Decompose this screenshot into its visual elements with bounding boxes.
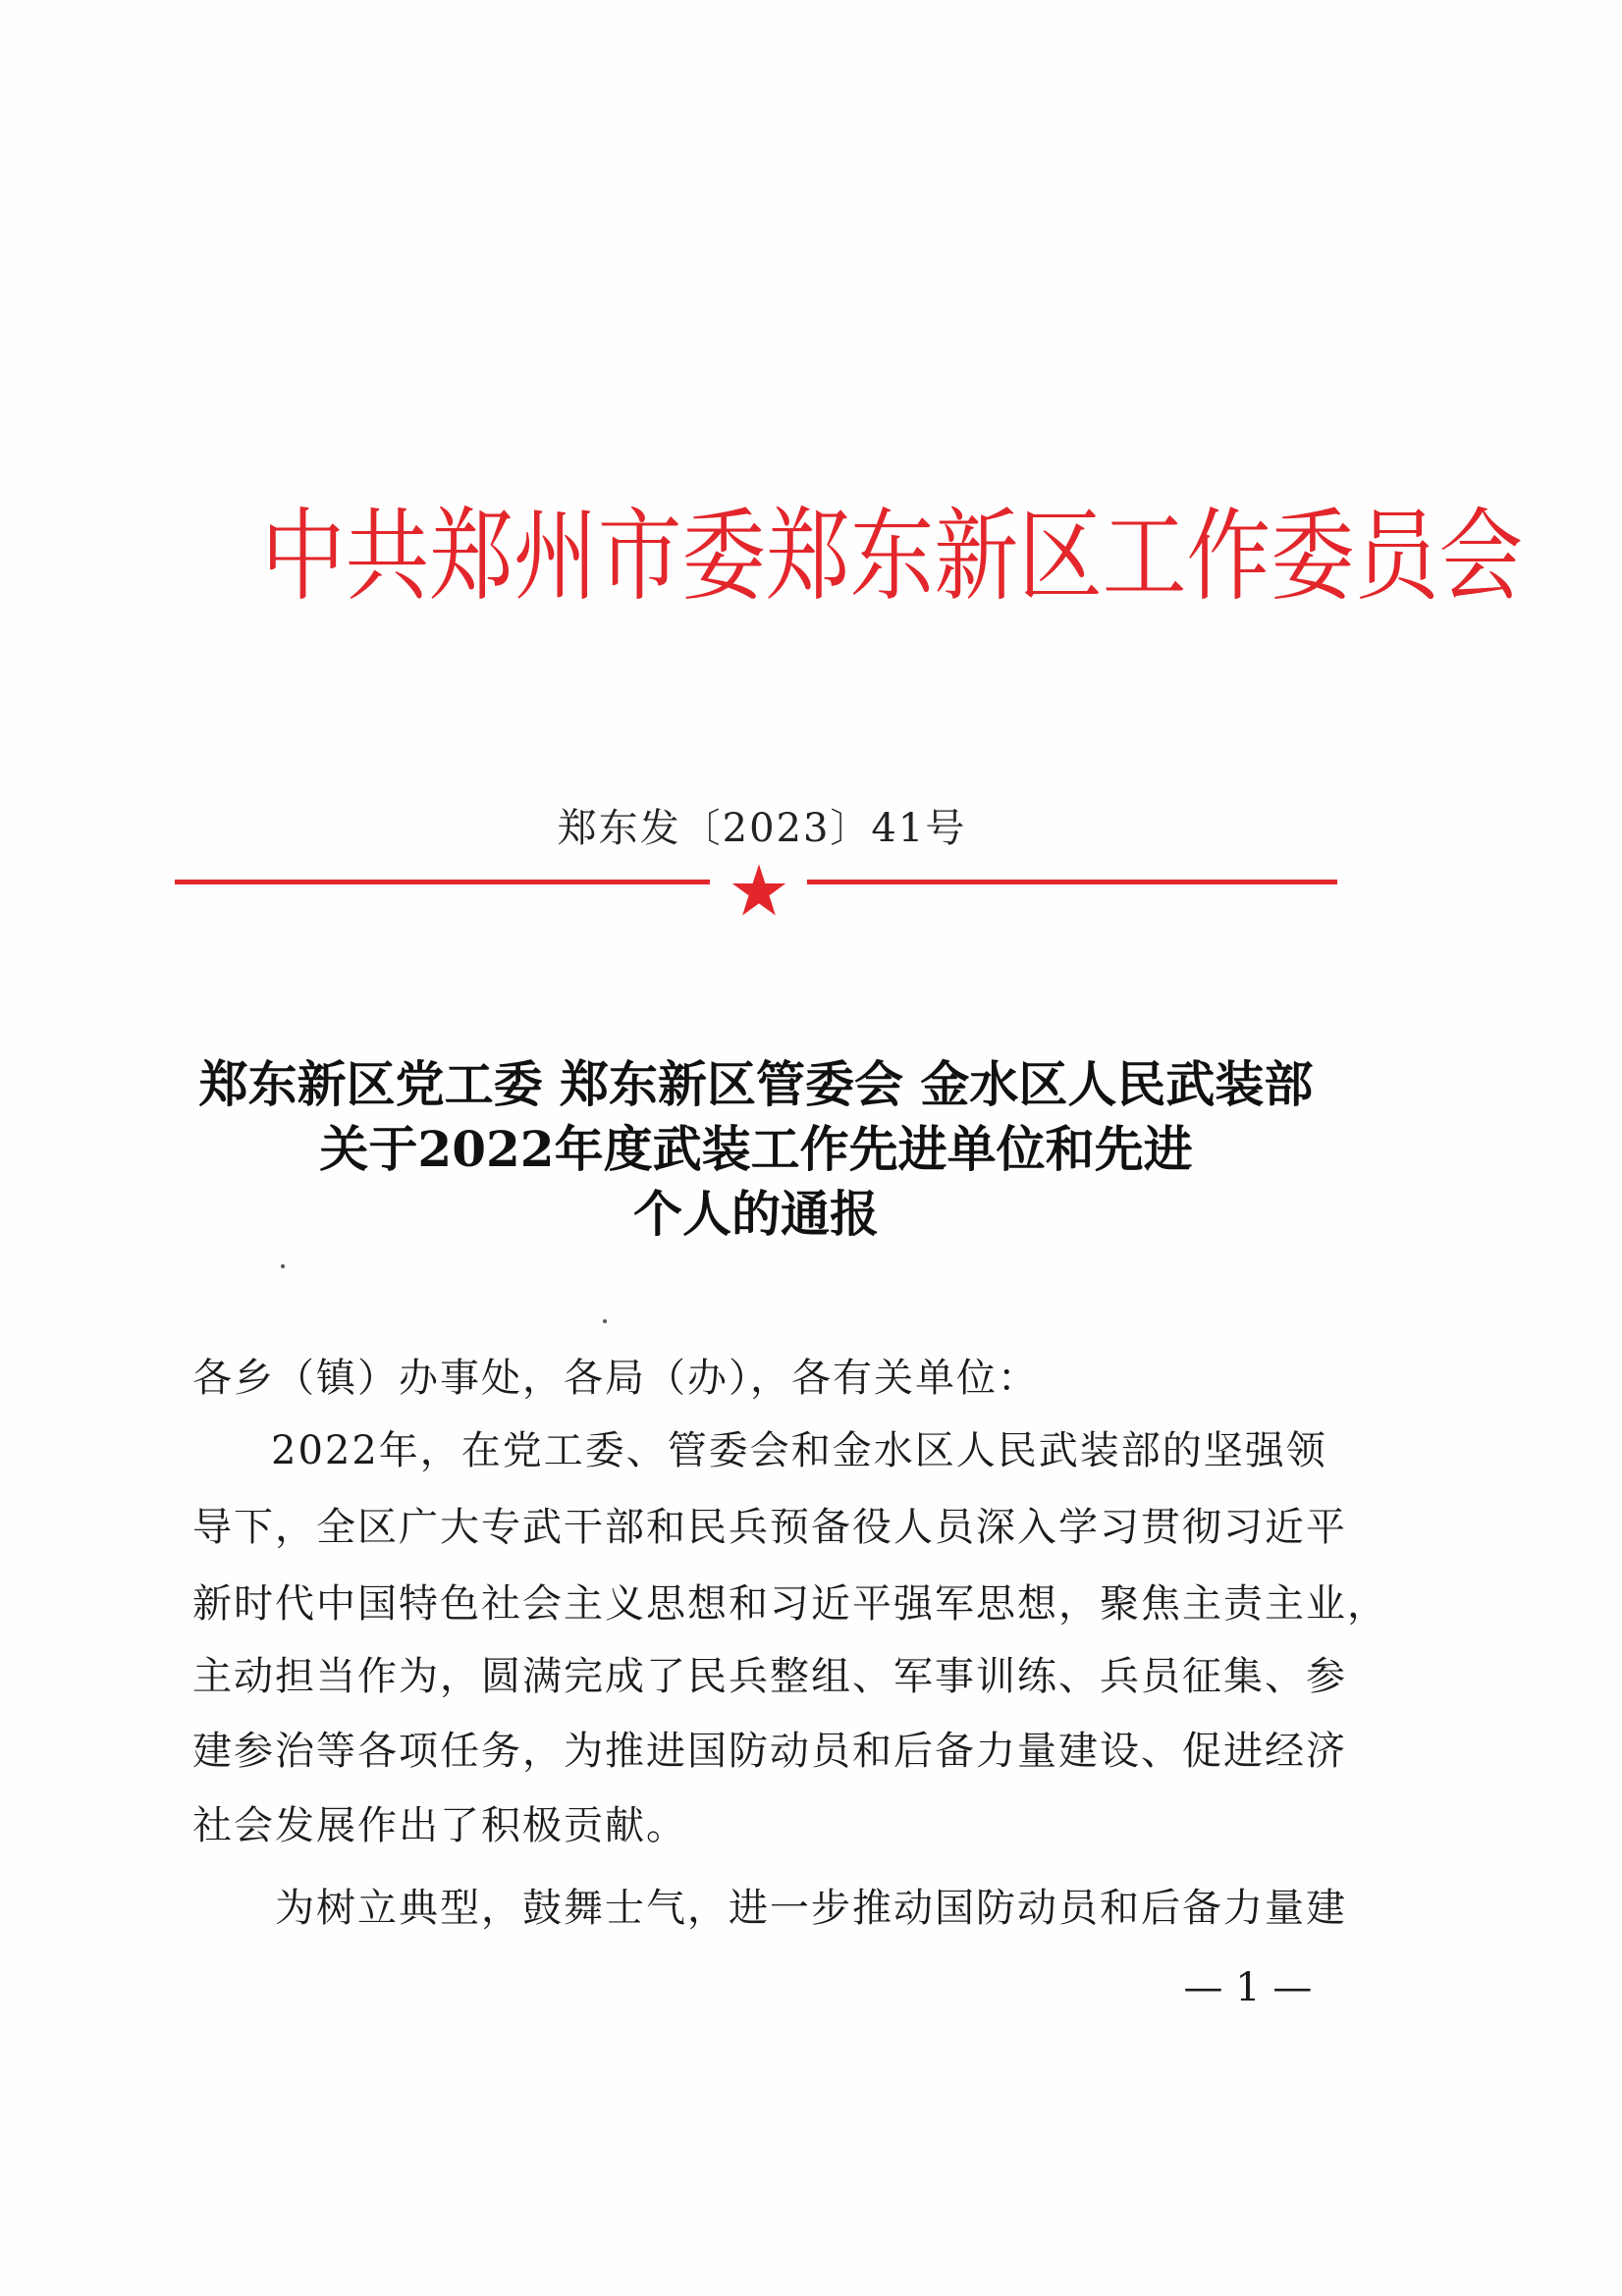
red-divider-left (175, 880, 710, 884)
scan-speck (603, 1319, 607, 1323)
body-line-5: 建参治等各项任务，为推进国防动员和后备力量建设、促进经济 (192, 1729, 1347, 1774)
salutation: 各乡（镇）办事处，各局（办），各有关单位： (192, 1356, 1039, 1401)
body-line-2: 导下，全区广大专武干部和民兵预备役人员深入学习贯彻习近平 (192, 1505, 1347, 1550)
document-title (118, 1052, 1394, 1247)
red-star-icon (730, 862, 787, 919)
page-number: — 1 — (1183, 1965, 1313, 2010)
title-line-1: 郑东新区党工委 郑东新区管委会 金水区人民武装部 (198, 1055, 1314, 1113)
title-line-3: 个人的通报 (633, 1185, 879, 1243)
scan-speck (281, 1264, 285, 1268)
body-line-3: 新时代中国特色社会主义思想和习近平强军思想，聚焦主责主业， (192, 1581, 1388, 1627)
title-line-2: 关于2022年度武装工作先进单位和先进 (319, 1120, 1193, 1178)
red-divider-right (807, 880, 1337, 884)
body-line-7: 为树立典型，鼓舞士气，进一步推动国防动员和后备力量建 (275, 1886, 1347, 1931)
body-line-1: 2022年，在党工委、管委会和金水区人民武装部的坚强领 (271, 1428, 1327, 1473)
body-line-6: 社会发展作出了积极贡献。 (192, 1803, 687, 1848)
document-number: 郑东发〔2023〕41号 (557, 806, 967, 851)
body-line-4: 主动担当作为，圆满完成了民兵整组、军事训练、兵员征集、参 (192, 1654, 1347, 1699)
issuer-header: 中共郑州市委郑东新区工作委员会 (261, 499, 1524, 615)
